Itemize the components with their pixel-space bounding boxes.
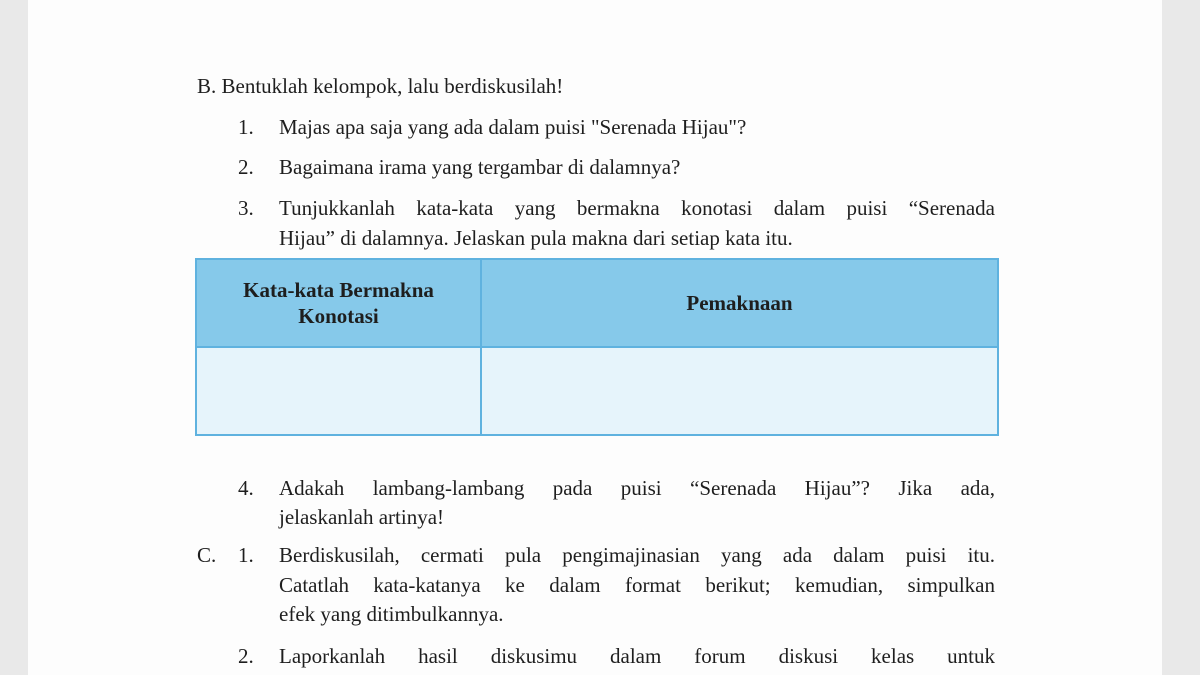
item-c1-text-line-2: Catatlah kata-katanya ke dalam format berikut; kemudian, simpulkan bbox=[279, 573, 995, 597]
textbook-page bbox=[28, 0, 1162, 675]
item-c2-number: 2. bbox=[238, 644, 254, 668]
item-c1-number: 1. bbox=[238, 543, 254, 567]
item-c1-text-line-1: Berdiskusilah, cermati pula pengimajinasian yang ada dalam puisi itu. bbox=[279, 543, 995, 567]
table-row bbox=[196, 347, 998, 435]
item-2-text: Bagaimana irama yang tergambar di dalamnya? bbox=[279, 155, 681, 179]
section-c-letter: C. bbox=[197, 543, 217, 567]
cell-kata-konotasi[interactable] bbox=[196, 347, 481, 435]
item-3-text-line-1: Tunjukkanlah kata-kata yang bermakna konotasi dalam puisi “Serenada bbox=[279, 196, 995, 220]
item-4-number: 4. bbox=[238, 476, 254, 500]
cell-pemaknaan[interactable] bbox=[481, 347, 998, 435]
item-1-text: Majas apa saja yang ada dalam puisi "Serenada Hijau"? bbox=[279, 115, 747, 139]
section-b-heading: B. Bentuklah kelompok, lalu berdiskusilah! bbox=[197, 74, 564, 98]
item-c1-text-line-3: efek yang ditimbulkannya. bbox=[279, 602, 504, 626]
header-kata-konotasi: Kata-kata Bermakna Konotasi bbox=[196, 259, 481, 347]
item-c2-text-line-1: Laporkanlah hasil diskusimu dalam forum diskusi kelas untuk bbox=[279, 644, 995, 668]
item-3-number: 3. bbox=[238, 196, 254, 220]
table-header-row bbox=[196, 259, 998, 347]
item-4-text-line-2: jelaskanlah artinya! bbox=[279, 505, 445, 529]
item-4-text-line-1: Adakah lambang-lambang pada puisi “Serenada Hijau”? Jika ada, bbox=[279, 476, 995, 500]
header-pemaknaan: Pemaknaan bbox=[481, 259, 998, 347]
item-3-text-line-2: Hijau” di dalamnya. Jelaskan pula makna dari setiap kata itu. bbox=[279, 226, 793, 250]
item-2-number: 2. bbox=[238, 155, 254, 179]
konotasi-table bbox=[195, 258, 999, 436]
item-1-number: 1. bbox=[238, 115, 254, 139]
